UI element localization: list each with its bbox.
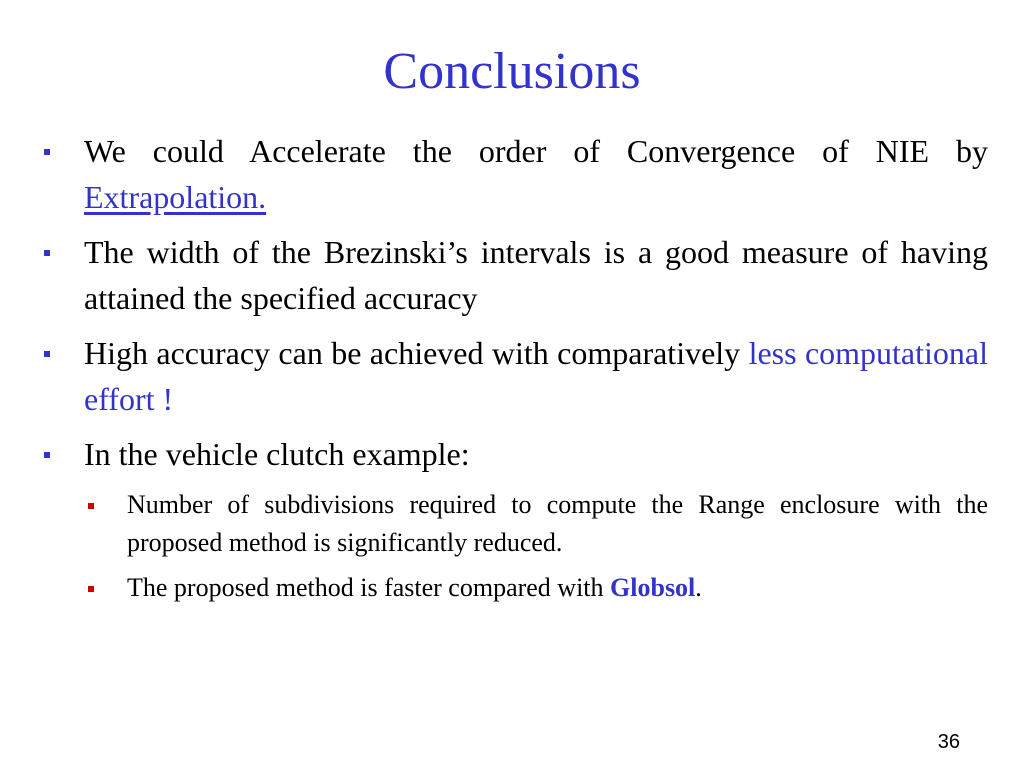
page-number: 36 <box>937 731 960 753</box>
extrapolation-link[interactable]: Extrapolation. <box>84 179 267 215</box>
sub-bullet-text: The proposed method is faster compared with <box>127 573 611 602</box>
square-bullet-icon <box>44 351 50 357</box>
bullet-item-vehicle-clutch <box>40 431 988 477</box>
globsol-text: Globsol <box>610 573 696 602</box>
sub-bullet-subdivisions <box>84 486 988 562</box>
sub-bullet-period: . <box>695 573 702 602</box>
square-bullet-icon <box>88 586 94 592</box>
bullet-text: We could Accelerate the order of Convergence of NIE by <box>84 133 988 169</box>
bullet-item-brezinski <box>40 229 988 321</box>
square-bullet-icon <box>44 149 50 155</box>
bullet-list <box>40 128 988 614</box>
bullet-item-accuracy <box>40 330 988 422</box>
bullet-text: In the vehicle clutch example: <box>84 436 470 472</box>
highlight-text: less computational effort ! <box>84 335 989 417</box>
slide-title: Conclusions <box>383 43 641 100</box>
square-bullet-icon <box>44 250 50 256</box>
bullet-text: The width of the Brezinski’s intervals is a good measure of having attained the specified accuracy <box>84 234 988 316</box>
bullet-text: High accuracy can be achieved with comparatively <box>84 335 749 371</box>
sub-bullet-text: Number of subdivisions required to compute the Range enclosure with the proposed method is significantly reduced. <box>127 490 988 557</box>
square-bullet-icon <box>44 452 50 458</box>
bullet-item-extrapolation <box>40 128 988 220</box>
square-bullet-icon <box>88 503 94 509</box>
sub-bullet-globsol <box>84 569 988 607</box>
